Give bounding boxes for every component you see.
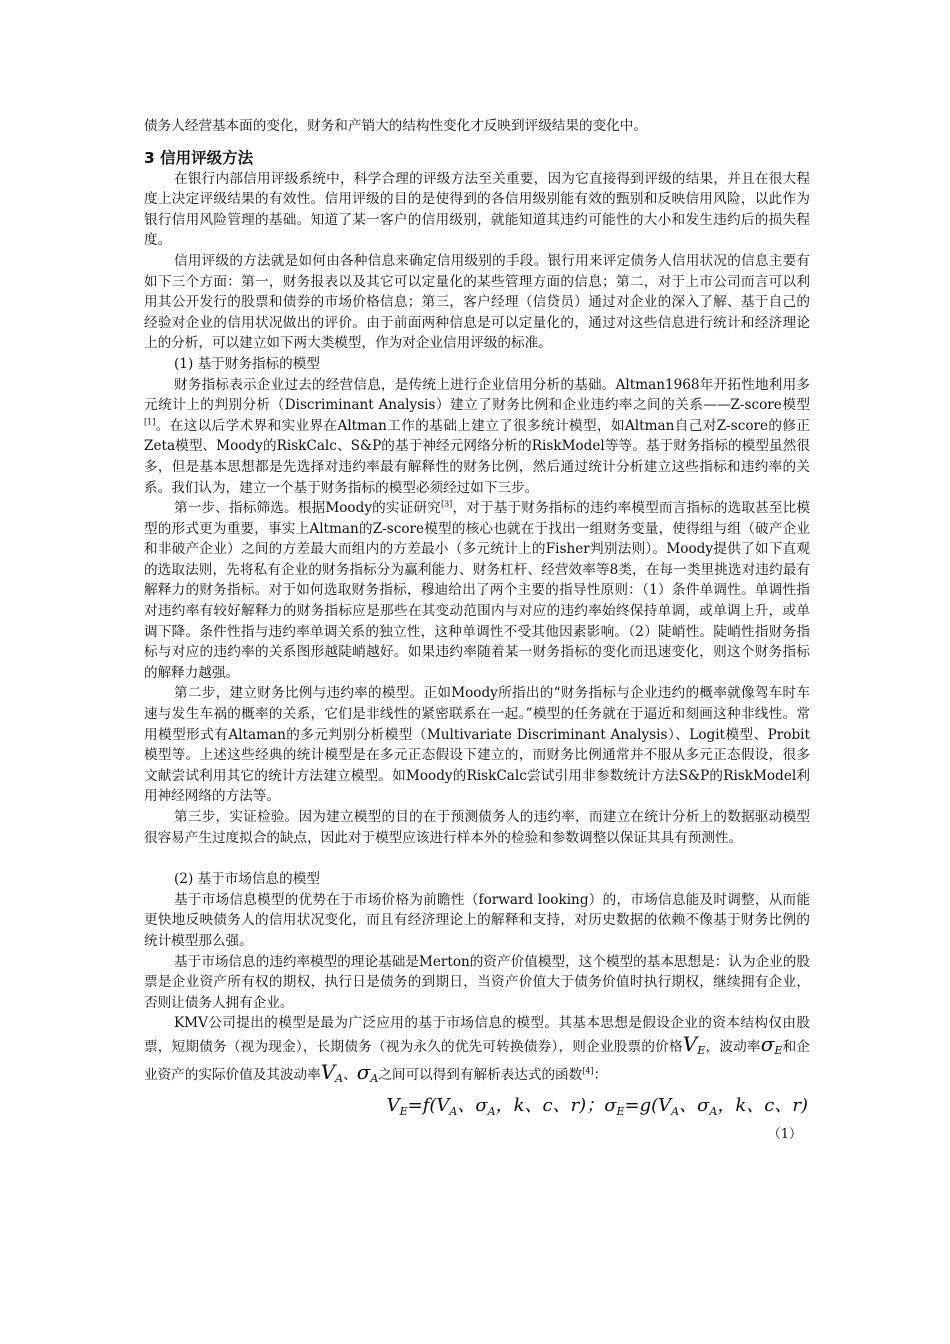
eq-subscript: A bbox=[449, 1105, 458, 1119]
eq-subscript: E bbox=[616, 1105, 625, 1119]
paragraph-step-three: 第三步，实证检验。因为建立模型的目的在于预测债务人的违约率，而建立在统计分析上的数据驱动模型很容易产生过度拟合的缺点，因此对于模型应该进行样本外的检验和参数调整以保证其具有预测性。 bbox=[144, 809, 810, 846]
subheading-financial-model: (1) 基于财务指标的模型 bbox=[174, 355, 320, 372]
eq-subscript: A bbox=[709, 1105, 718, 1119]
symbol-sigma-e bbox=[761, 1032, 783, 1056]
citation-ref: [1] bbox=[144, 417, 156, 427]
text-run: ： bbox=[593, 1066, 608, 1083]
paragraph-market-advantage: 基于市场信息模型的优势在于市场价格为前瞻性（forward looking）的，市场信息能及时调整，从而能更快地反映债务人的信用状况变化，而且有经济理论上的解释和支持，对历史数据的依赖不像基于财务比例的统计模型那么强。 bbox=[144, 891, 810, 949]
paragraph-rating-information: 信用评级的方法就是如何由各种信息来确定信用级别的手段。银行用来评定债务人信用状况的信息主要有如下三个方面：第一，财务报表以及其它可以定量化的某些管理方面的信息；第二，对于上市公司而言可以利用其公开发行的股票和债券的市场价格信息；第三，客户经理（信贷员）通过对企业的深入了解、基于自己的经验对企业的信用状况做出的评价。由于前面两种信息是可以定量化的，通过对这些信息进行统计和经济理论上的分析，可以建立如下两大类模型，作为对企业信用评级的标准。 bbox=[144, 252, 810, 352]
symbol-main: σ bbox=[356, 1059, 371, 1084]
text-run: KMV公司提出的模型是最为广泛应用的基于市场信息的模型。其基本思想是假设企业的资本结构仅由股票，短期债务（视为现金），长期债务（视为永久的优先可转换债券），则企业股票的价格 bbox=[144, 1015, 810, 1055]
eq-subscript: A bbox=[487, 1105, 496, 1119]
text-run: 之间可以得到有解析表达式的函数 bbox=[378, 1066, 583, 1083]
subheading-market-model: (2) 基于市场信息的模型 bbox=[174, 871, 320, 888]
symbol-sigma-a bbox=[357, 1060, 379, 1084]
paragraph-step-two: 第二步，建立财务比例与违约率的模型。正如Moody所指出的“财务指标与企业违约的概率就像驾车时车速与发生车祸的概率的关系，它们是非线性的紧密联系在一起。”模型的任务就在于逼近和刻画这种非线性。常用模型形式有Altaman的多元判别分析模型（Multivariate Discriminant Analysis）、Logit模型、Probit模型等。上述这些经典的统计模型是在多元正态假设下建立的，而财务比例通常并不服从多元正态假设，很多文献尝试利用其它的统计方法建立模型。如Moody的RiskCalc尝试引用非参数统计方法S&P的RiskModel利用神经网络的方法等。 bbox=[144, 685, 810, 805]
citation-ref: [3] bbox=[440, 499, 453, 509]
symbol-va bbox=[321, 1060, 343, 1084]
eq-part: ，k、c、r) bbox=[717, 1095, 808, 1117]
symbol-subscript: A bbox=[370, 1071, 379, 1085]
text-run: 财务指标表示企业过去的经营信息，是传统上进行企业信用分析的基础。Altman1968年开拓性地利用多元统计上的判别分析（Discriminant Analysis）建立了财务比例和企业违约率之间的关系——Z-score模型 bbox=[144, 376, 810, 414]
symbol-ve bbox=[683, 1032, 705, 1056]
eq-part: =g(V bbox=[624, 1095, 672, 1117]
eq-part: 、σ bbox=[457, 1095, 488, 1117]
eq-part: ，k、c、r) bbox=[495, 1095, 587, 1117]
paragraph-step-one bbox=[144, 498, 810, 683]
paragraph-financial-indicators bbox=[144, 375, 810, 499]
text-run: 。在这以后学术界和实业界在Altman工作的基础上建立了很多统计模型，如Altman自己对Z-score的修正Zeta模型、Moody的RiskCalc、S&P的基于神经元网络分析的RiskModel等等。基于财务指标的模型虽然很多，但是基本思想都是先选择对违约率最有解释性的财务比例，然后通过统计分析建立这些指标和违约率的关系。我们认为，建立一个基于财务指标的模型必须经过如下三步。 bbox=[144, 417, 810, 496]
symbol-main: V bbox=[682, 1031, 698, 1056]
symbol-main: V bbox=[320, 1059, 336, 1084]
document-body bbox=[144, 116, 810, 1145]
paragraph-rating-importance: 在银行内部信用评级系统中，科学合理的评级方法至关重要，因为它直接得到评级的结果，并且在很大程度上决定评级结果的有效性。信用评级的目的是使得到的各信用级别能有效的甄别和反映信用风险，以此作为银行信用风险管理的基础。知道了某一客户的信用级别，就能知道其违约可能性的大小和发生违约后的损失程度。 bbox=[144, 170, 810, 249]
section-heading-3: 3 信用评级方法 bbox=[144, 148, 254, 167]
text-run: 、 bbox=[343, 1066, 357, 1083]
text-run: 第一步、指标筛选。根据Moody的实证研究 bbox=[174, 500, 441, 517]
eq-subscript: E bbox=[399, 1105, 408, 1119]
eq-symbol: σ bbox=[604, 1095, 617, 1117]
citation-ref: [4] bbox=[582, 1066, 594, 1075]
eq-part: 、σ bbox=[679, 1095, 710, 1117]
eq-symbol: V bbox=[386, 1095, 400, 1117]
equation-1 bbox=[144, 1093, 810, 1125]
eq-part: =f(V bbox=[407, 1095, 450, 1117]
paragraph-kmv-model bbox=[144, 1013, 810, 1089]
paragraph-merton-model: 基于市场信息的违约率模型的理论基础是Merton的资产价值模型，这个模型的基本思想是：认为企业的股票是企业资产所有权的期权，执行日是债务的到期日，当资产价值大于债务价值时执行期权，继续拥有企业，否则让债务人拥有企业。 bbox=[144, 953, 810, 1011]
text-run: ，波动率 bbox=[705, 1038, 761, 1055]
symbol-subscript: E bbox=[774, 1043, 783, 1057]
equation-number: （1） bbox=[767, 1127, 802, 1143]
paragraph-continued: 债务人经营基本面的变化，财务和产销大的结构性变化才反映到评级结果的变化中。 bbox=[144, 118, 647, 134]
blank-line bbox=[144, 848, 810, 869]
symbol-subscript: E bbox=[697, 1043, 706, 1057]
text-run: ，对于基于财务指标的违约率模型而言指标的选取甚至比模型的形式更为重要，事实上Altman的Z-score模型的核心也就在于找出一组财务变量，使得组与组（破产企业和非破产企业）之间的方差最大而组内的方差最小（多元统计上的Fisher判别法则）。Moody提供了如下直观的选取法则，先将私有企业的财务指标分为赢利能力、财务杠杆、经营效率等8类，在每一类里挑选对违约最有解释力的财务指标。对于如何选取财务指标，穆迪给出了两个主要的指导性原则：（1）条件单调性。单调性指对违约率有较好解释力的财务指标应是那些在其变动范围内与对应的违约率始终保持单调，或单调上升，或单调下降。条件性指与违约率单调关系的独立性，这种单调性不受其他因素影响。（2）陡峭性。陡峭性指财务指标与对应的违约率的关系图形越陡峭越好。如果违约率随着某一财务指标的变化而迅速变化，则这个财务指标的解释力越强。 bbox=[144, 500, 811, 681]
symbol-subscript: A bbox=[335, 1071, 344, 1085]
symbol-main: σ bbox=[760, 1031, 775, 1056]
eq-separator: ； bbox=[586, 1095, 605, 1117]
eq-subscript: A bbox=[671, 1105, 680, 1119]
text-run: 和企业资产的实际价值及其波动率 bbox=[144, 1038, 811, 1083]
